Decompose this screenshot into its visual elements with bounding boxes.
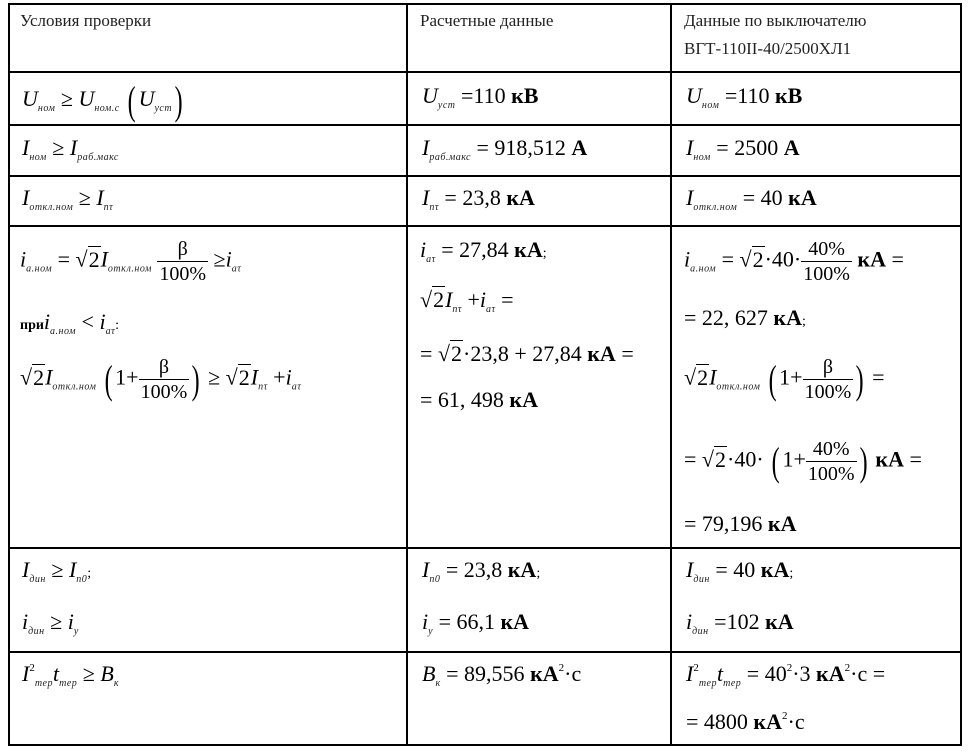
row5-condition-line1: $I_{дин} \ge I_{п0}$; [22,557,92,585]
row4-calculated-line4: = 61, 498 кА [420,387,538,412]
row1-calculated: $U_{уст} =110$ кВ [422,83,539,111]
row-divider-6 [10,651,960,653]
row5-calculated-line1: $I_{п0} = 23,8$ кА; [422,557,541,585]
header-conditions: Условия проверки [20,11,152,30]
row1-breaker: $U_{ном} =110$ кВ [686,83,803,111]
row6-breaker-line2: = 4800 $кА^2\cdot с$ [686,709,805,734]
row-divider-3 [10,175,960,177]
column-divider-2 [670,5,672,744]
row-divider-5 [10,547,960,549]
row3-condition: $I_{откл.ном} \ge I_{п\tau}$ [22,185,114,213]
row4-breaker-line3: $√2I_{откл.ном}$ ( 1+ $\frac{\beta}{100\%}$ ) = [684,356,885,403]
row6-calculated: $B_к = 89,556$ $кА^2\cdot с$ [422,661,582,689]
row3-calculated: $I_{п\tau} = 23,8$ кА [422,185,535,213]
row4-condition-line3: $√2I_{откл.ном}$ ( 1+ $\frac{\beta}{100\%}$ ) ≥ $√2I_{п\tau} +i_{а\tau}$ [20,356,302,403]
row1-condition: $U_{ном} \ge U_{ном.с}$ ( $U_{уст}$) [22,78,183,123]
row2-calculated: $I_{раб.макс} = 918,512$ А [422,135,588,163]
row4-breaker-line1: $i_{а.ном} = √2\cdot 40\cdot$ $\frac{40\%}{100\%}$ кА = [684,238,904,285]
row-divider-1 [10,71,960,73]
row4-breaker-line2: = 22, 627 кА; [684,305,806,330]
row6-condition: $I^2_{тер}t_{тер} \ge B_к$ [22,661,120,689]
row4-condition-line2: приi$_{а.ном}$ < $i_{а\tau}$: [20,309,120,337]
row4-condition-line1: $i_{а.ном} = √2I_{откл.ном}$ $\frac{\beta}{100\%}$ $\ge i_{а\tau}$ [20,238,242,285]
row4-calculated-line1: $i_{а\tau} = 27,84$ кА; [420,237,547,265]
row-divider-4 [10,225,960,227]
header-breaker-line2: ВГТ-110II-40/2500ХЛ1 [684,39,852,58]
row4-breaker-line5: = 79,196 кА [684,511,797,536]
row4-breaker-line4: = √2·40· ( 1+ $\frac{40\%}{100\%}$ ) кА = [684,438,922,485]
row5-calculated-line2: $i_у = 66,1$ кА [422,609,530,637]
row-divider-2 [10,124,960,126]
row5-breaker-line2: $i_{дин} =102$ кА [686,609,794,637]
header-calculated: Расчетные данные [420,11,554,30]
row4-calculated-line3: = √2·23,8 + 27,84 кА = [420,341,634,366]
row5-condition-line2: $i_{дин} \ge i_у$ [22,609,79,637]
row4-calculated-line2: $√2I_{п\tau} +i_{а\tau}$ = [420,287,514,315]
verification-table [8,3,962,746]
column-divider-1 [406,5,408,744]
row6-breaker-line1: $I^2_{тер}t_{тер} = 40^2\cdot 3$ $кА^2\cdot с$ = [686,661,886,689]
row3-breaker: $I_{откл.ном} = 40$ кА [686,185,817,213]
row2-breaker: $I_{ном} = 2500$ А [686,135,800,163]
row5-breaker-line1: $I_{дин} = 40$ кА; [686,557,794,585]
header-breaker-line1: Данные по выключателю [684,11,867,30]
row2-condition: $I_{ном} \ge I_{раб.макс}$ [22,135,119,163]
